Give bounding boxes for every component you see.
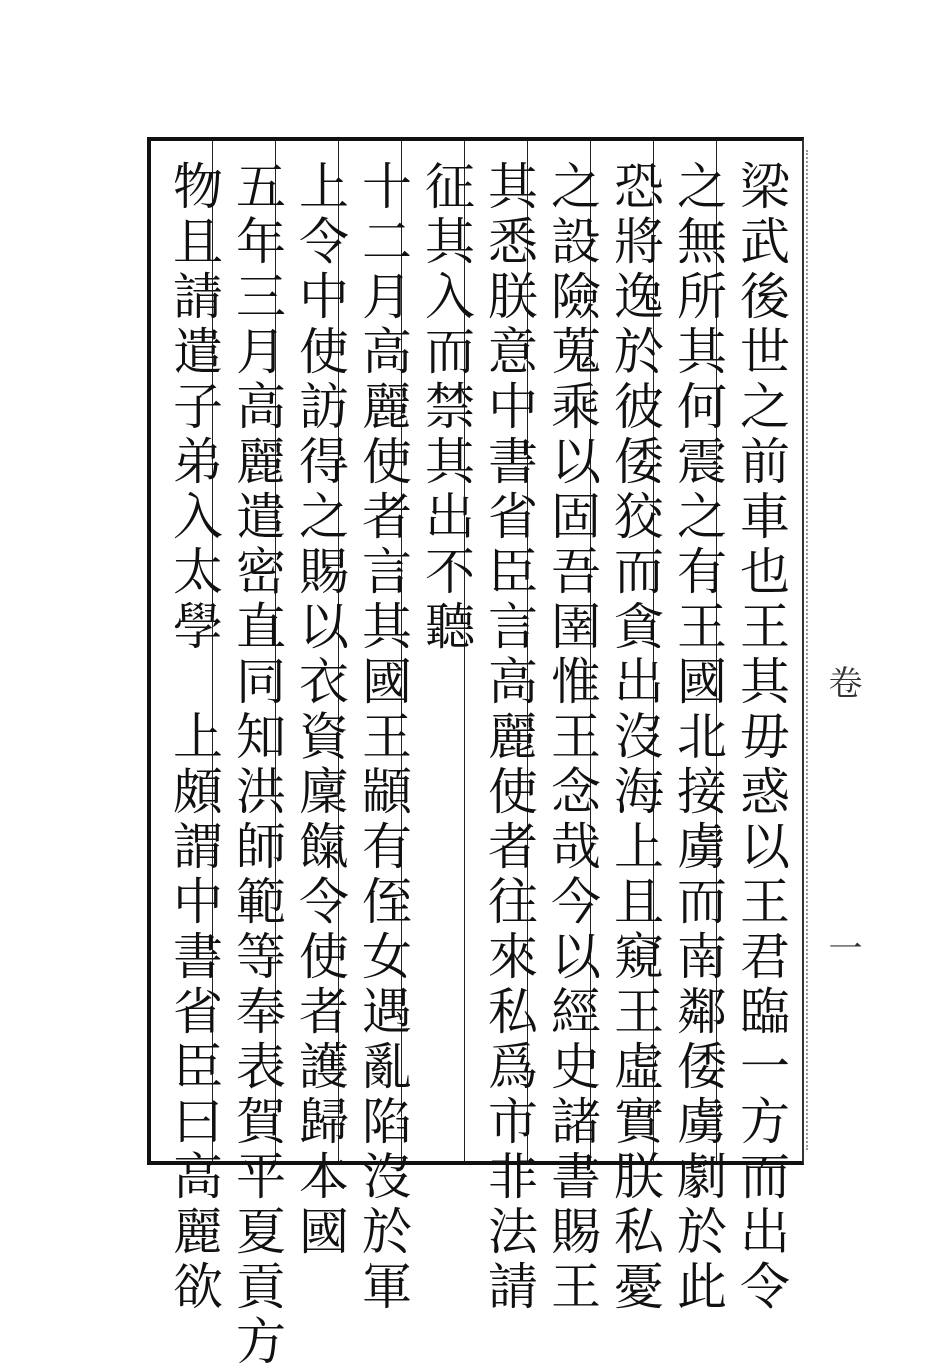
text-column-2: 之無所其何震之有王國北接虜而南鄰倭虜劇於此 — [669, 160, 727, 1315]
margin-top-mark: 卷 — [822, 665, 862, 699]
text-column-8: 上令中使訪得之賜以衣資廩餼令使者護歸本國 — [291, 160, 349, 1260]
text-column-5: 其悉朕意中書省臣言高麗使者往來私爲市非法請 — [480, 160, 538, 1315]
text-column-7: 十二月高麗使者言其國王顓有侄女遇亂陷沒於軍 — [354, 160, 412, 1315]
text-column-10: 物且請遣子弟入太學 上頗謂中書省臣曰高麗欲 — [165, 160, 223, 1315]
text-column-3: 恐將逸於彼倭狡而貪出沒海上且窺王虛實朕私憂 — [606, 160, 664, 1315]
text-column-6: 征其入而禁其出不聽 — [417, 160, 475, 655]
text-column-4: 之設險蒐乘以固吾圉惟王念哉今以經史諸書賜王 — [543, 160, 601, 1315]
margin-dotted-line — [806, 150, 814, 1150]
margin-center-mark: 一 — [822, 930, 862, 964]
text-column-1: 梁武後世之前車也王其毋惑以王君臨一方而出令 — [732, 160, 790, 1315]
text-column-9: 五年三月高麗遣密直同知洪師範等奉表賀平夏貢方 — [228, 160, 286, 1370]
